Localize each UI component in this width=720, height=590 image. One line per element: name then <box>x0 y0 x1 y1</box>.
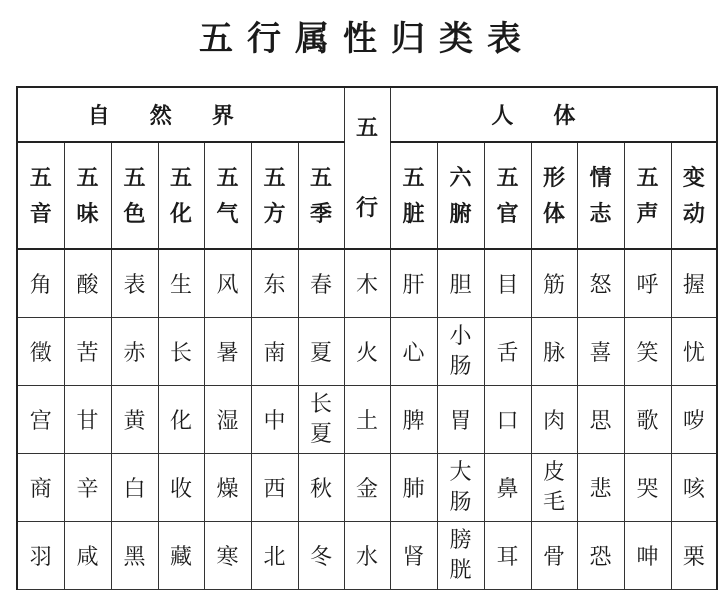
cell-text: 宫 <box>29 409 52 434</box>
body-cell <box>671 386 717 454</box>
nature-cell <box>111 249 158 318</box>
cell-text: 口 <box>496 409 519 434</box>
cell-text: 收 <box>169 477 192 502</box>
body-header-1 <box>437 142 484 249</box>
body-header-2 <box>484 142 531 249</box>
cell-text: 五 <box>216 164 239 191</box>
cell-text: 哭 <box>636 477 659 502</box>
cell-text: 南 <box>263 341 286 366</box>
cell-text: 冬 <box>310 545 333 570</box>
body-cell <box>624 318 671 386</box>
cell-text: 藏 <box>169 545 192 570</box>
cell-text: 东 <box>263 273 286 298</box>
cell-text: 夏 <box>310 421 333 447</box>
cell-text: 志 <box>589 200 612 227</box>
nature-cell <box>298 249 344 318</box>
cell-text: 小 <box>449 323 472 349</box>
nature-cell <box>158 522 204 590</box>
cell-text: 变 <box>682 164 705 191</box>
body-cell <box>671 318 717 386</box>
cell-text: 呼 <box>636 273 659 298</box>
nature-cell <box>298 522 344 590</box>
body-header-5 <box>624 142 671 249</box>
table-row <box>17 454 717 522</box>
nature-cell <box>158 318 204 386</box>
body-cell <box>484 249 531 318</box>
cell-text: 五 <box>169 164 192 191</box>
cell-text: 官 <box>496 200 519 227</box>
nature-cell <box>298 386 344 454</box>
nature-cell <box>158 454 204 522</box>
cell-text: 西 <box>263 477 286 502</box>
nature-cell <box>251 522 298 590</box>
cell-text: 黑 <box>123 545 146 570</box>
cell-text: 肺 <box>402 477 425 502</box>
cell-text: 喜 <box>589 341 612 366</box>
nature-header-4 <box>204 142 251 249</box>
nature-cell <box>251 249 298 318</box>
cell-text: 舌 <box>496 341 519 366</box>
body-cell <box>577 454 624 522</box>
cell-text: 歌 <box>636 409 659 434</box>
nature-header-2 <box>111 142 158 249</box>
cell-text: 湿 <box>216 409 239 434</box>
nature-cell <box>298 454 344 522</box>
nature-cell <box>17 386 64 454</box>
cell-text: 气 <box>216 200 239 227</box>
cell-text: 化 <box>169 409 192 434</box>
cell-text: 赤 <box>123 341 146 366</box>
nature-cell <box>64 386 111 454</box>
cell-text: 呻 <box>636 545 659 570</box>
body-cell <box>390 454 437 522</box>
body-cell <box>671 522 717 590</box>
body-cell <box>484 318 531 386</box>
body-cell <box>671 249 717 318</box>
cell-text: 胱 <box>449 557 472 583</box>
table-row <box>17 249 717 318</box>
nature-cell <box>204 318 251 386</box>
cell-text: 鼻 <box>496 477 519 502</box>
body-header-6 <box>671 142 717 249</box>
element-cell: 水 <box>344 522 390 590</box>
body-cell <box>577 386 624 454</box>
body-cell <box>577 318 624 386</box>
body-cell <box>531 318 577 386</box>
cell-text: 长 <box>169 341 192 366</box>
cell-text: 筋 <box>543 273 566 298</box>
cell-text: 体 <box>543 200 566 227</box>
nature-cell <box>251 454 298 522</box>
cell-text: 耳 <box>496 545 519 570</box>
table-row <box>17 522 717 590</box>
cell-text: 秋 <box>310 477 333 502</box>
element-cell: 木 <box>344 249 390 318</box>
nature-cell <box>17 318 64 386</box>
nature-cell <box>111 454 158 522</box>
nature-cell <box>111 318 158 386</box>
cell-text: 五 <box>123 164 146 191</box>
nature-header-1 <box>64 142 111 249</box>
cell-text: 黄 <box>123 409 146 434</box>
body-cell <box>624 249 671 318</box>
cell-text: 寒 <box>216 545 239 570</box>
cell-text: 胆 <box>449 273 472 298</box>
cell-text: 肉 <box>543 409 566 434</box>
nature-cell <box>204 454 251 522</box>
cell-text: 五 <box>76 164 99 191</box>
cell-text: 六 <box>449 164 472 191</box>
cell-text: 恐 <box>589 545 612 570</box>
cell-text: 咸 <box>76 545 99 570</box>
cell-text: 长 <box>310 391 333 417</box>
cell-text: 目 <box>496 273 519 298</box>
nature-cell <box>204 386 251 454</box>
cell-text: 忧 <box>682 341 705 366</box>
nature-cell <box>64 522 111 590</box>
body-cell <box>671 454 717 522</box>
nature-cell <box>298 318 344 386</box>
nature-cell <box>17 522 64 590</box>
cell-text: 脾 <box>402 409 425 434</box>
nature-header-0 <box>17 142 64 249</box>
body-cell <box>390 249 437 318</box>
cell-text: 酸 <box>76 273 99 298</box>
body-cell <box>390 318 437 386</box>
cell-text: 悲 <box>589 477 612 502</box>
nature-cell <box>111 386 158 454</box>
body-cell <box>577 522 624 590</box>
cell-text: 方 <box>263 200 286 227</box>
body-cell <box>437 522 484 590</box>
nature-cell <box>17 249 64 318</box>
cell-text: 皮 <box>543 459 566 485</box>
wuxing-header-top: 五 <box>356 115 379 141</box>
five-elements-table <box>16 86 718 590</box>
cell-text: 中 <box>263 409 286 434</box>
cell-text: 思 <box>589 409 612 434</box>
nature-cell <box>64 454 111 522</box>
cell-text: 色 <box>123 200 146 227</box>
cell-text: 角 <box>29 273 52 298</box>
body-cell <box>531 454 577 522</box>
element-cell: 土 <box>344 386 390 454</box>
cell-text: 笑 <box>636 341 659 366</box>
group-header-row <box>17 87 717 142</box>
body-cell <box>437 386 484 454</box>
cell-text: 心 <box>402 341 425 366</box>
cell-text: 苦 <box>76 341 99 366</box>
cell-text: 徵 <box>29 341 52 366</box>
cell-text: 五 <box>263 164 286 191</box>
nature-cell <box>158 386 204 454</box>
body-cell <box>484 386 531 454</box>
nature-header-3 <box>158 142 204 249</box>
page-title: 五行属性归类表 <box>199 19 535 59</box>
body-cell <box>437 249 484 318</box>
body-header-0 <box>390 142 437 249</box>
nature-header-5 <box>251 142 298 249</box>
cell-text: 咳 <box>682 477 705 502</box>
cell-text: 白 <box>123 477 146 502</box>
cell-text: 脏 <box>402 200 425 227</box>
cell-text: 春 <box>310 273 333 298</box>
cell-text: 肝 <box>402 273 425 298</box>
body-cell <box>484 454 531 522</box>
body-cell <box>624 522 671 590</box>
body-cell <box>531 386 577 454</box>
wuxing-header-bottom: 行 <box>356 195 379 221</box>
cell-text: 夏 <box>310 341 333 366</box>
cell-text: 季 <box>310 200 333 227</box>
nature-cell <box>17 454 64 522</box>
cell-text: 味 <box>76 200 99 227</box>
cell-text: 胃 <box>449 409 472 434</box>
cell-text: 商 <box>29 477 52 502</box>
nature-header-6 <box>298 142 344 249</box>
cell-text: 五 <box>310 164 333 191</box>
cell-text: 怒 <box>589 273 612 298</box>
body-cell <box>624 386 671 454</box>
cell-text: 北 <box>263 545 286 570</box>
cell-text: 肠 <box>449 353 472 379</box>
body-cell <box>531 249 577 318</box>
cell-text: 情 <box>589 164 612 191</box>
table-row <box>17 386 717 454</box>
nature-cell <box>251 318 298 386</box>
cell-text: 膀 <box>449 527 472 553</box>
cell-text: 脉 <box>543 341 566 366</box>
cell-text: 羽 <box>29 545 52 570</box>
cell-text: 燥 <box>216 477 239 502</box>
cell-text: 腑 <box>449 200 472 227</box>
body-header-4 <box>577 142 624 249</box>
nature-cell <box>204 522 251 590</box>
cell-text: 握 <box>682 273 705 298</box>
wuxing-header <box>344 87 390 249</box>
body-header-3 <box>531 142 577 249</box>
nature-cell <box>64 318 111 386</box>
cell-text: 肠 <box>449 489 472 515</box>
body-cell <box>624 454 671 522</box>
cell-text: 声 <box>636 200 659 227</box>
cell-text: 五 <box>636 164 659 191</box>
cell-text: 形 <box>543 164 566 191</box>
cell-text: 五 <box>496 164 519 191</box>
body-cell <box>437 318 484 386</box>
body-cell <box>531 522 577 590</box>
nature-cell <box>251 386 298 454</box>
body-cell <box>484 522 531 590</box>
cell-text: 暑 <box>216 341 239 366</box>
cell-text: 风 <box>216 273 239 298</box>
group-nature: 自然界 <box>17 87 344 142</box>
group-body: 人体 <box>390 87 717 142</box>
cell-text: 大 <box>449 459 472 485</box>
table-row <box>17 318 717 386</box>
body-cell <box>390 386 437 454</box>
cell-text: 骨 <box>543 545 566 570</box>
nature-cell <box>111 522 158 590</box>
body-cell <box>437 454 484 522</box>
cell-text: 表 <box>123 273 146 298</box>
cell-text: 音 <box>29 200 52 227</box>
nature-cell <box>64 249 111 318</box>
cell-text: 生 <box>169 273 192 298</box>
cell-text: 五 <box>29 164 52 191</box>
body-cell <box>390 522 437 590</box>
cell-text: 辛 <box>76 477 99 502</box>
element-cell: 火 <box>344 318 390 386</box>
cell-text: 甘 <box>76 409 99 434</box>
nature-cell <box>158 249 204 318</box>
cell-text: 肾 <box>402 545 425 570</box>
nature-cell <box>204 249 251 318</box>
cell-text: 动 <box>682 200 705 227</box>
cell-text: 五 <box>402 164 425 191</box>
cell-text: 毛 <box>543 489 566 515</box>
element-cell: 金 <box>344 454 390 522</box>
cell-text: 哕 <box>682 409 705 434</box>
cell-text: 栗 <box>682 545 705 570</box>
cell-text: 化 <box>169 200 192 227</box>
body-cell <box>577 249 624 318</box>
